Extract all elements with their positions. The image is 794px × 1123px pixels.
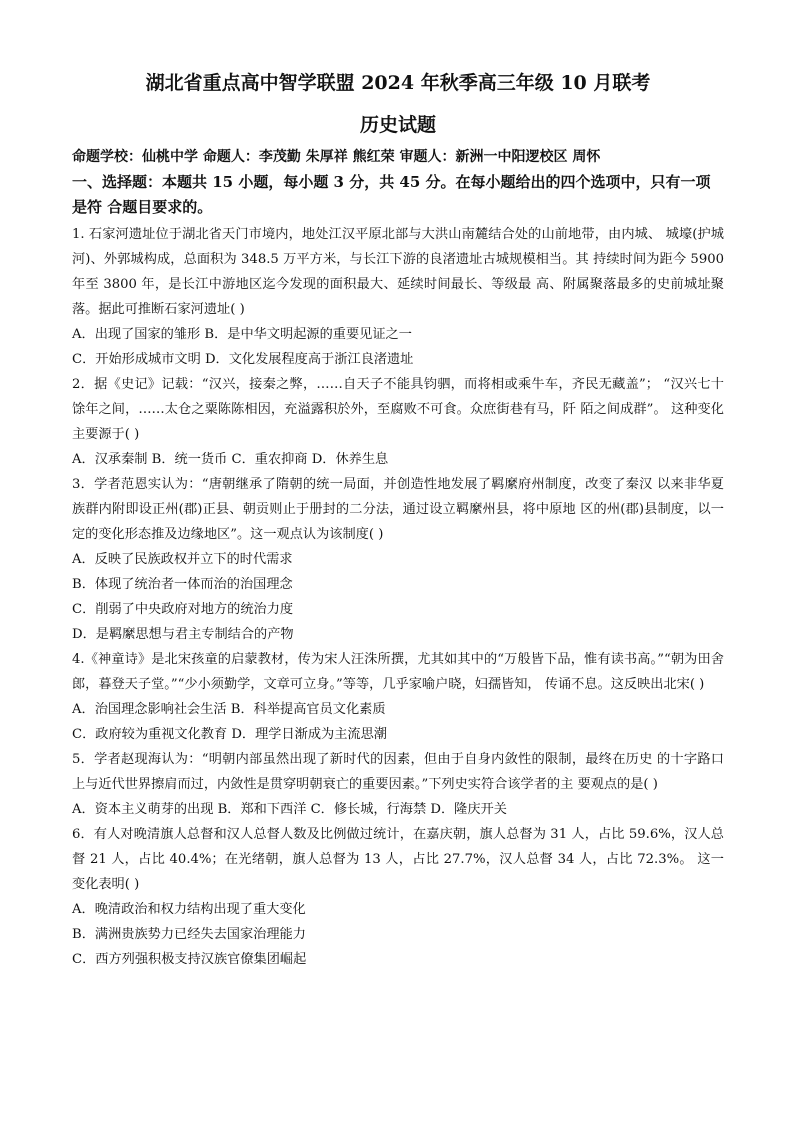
question-stem: 2．据《史记》记载：“汉兴，接秦之弊，……自天子不能具钧驷，而将相或乘牛车，齐民无藏盖”； “汉兴七十馀年之间，……太仓之粟陈陈相因，充溢露积於外，至腐败不可食。众庶街巷有马，阡 陌之间成群”。 这种变化主要源于( ) — [72, 377, 724, 442]
exam-page — [72, 70, 724, 972]
exam-subtitle: 历史试题 — [359, 114, 436, 136]
question-stem: 5．学者赵现海认为：“明朝内部虽然出现了新时代的因素，但由于自身内敛性的限制，最终在历史 的十字路口上与近代世界擦肩而过，内敛性是贯穿明朝衰亡的重要因素。”下列史实符合该学者的主 要观点的是( ) — [72, 752, 724, 792]
question-option: B．体现了统治者一体而治的治国理念 — [72, 577, 293, 592]
question-option: C．削弱了中央政府对地方的统治力度 — [72, 602, 294, 617]
question-options: A．资本主义萌芽的出现 B．郑和下西洋 C．修长城，行海禁 D．隆庆开关 — [72, 802, 507, 817]
question-options: C．开始形成城市文明 D．文化发展程度高于浙江良渚遗址 — [72, 352, 414, 367]
question-option: D．是羁縻思想与君主专制结合的产物 — [72, 627, 294, 642]
question-stem: 1. 石家河遗址位于湖北省天门市境内，地处江汉平原北部与大洪山南麓结合处的山前地带，由内城、 城壕(护城河)、外郭城构成，总面积为 348.5 万平方米，与长江下游的良渚遗址古城规模相当。其 持续时间为距今 5900 年至 3800 年，是长江中游地区迄今发现的面积最大、延续时间最长、等级最 高、附属聚落最多的史前城址聚落。据此可推断石家河遗址( ) — [72, 227, 724, 317]
question-option: B．满洲贵族势力已经失去国家治理能力 — [72, 927, 306, 942]
question-stem: 6．有人对晚清旗人总督和汉人总督人数及比例做过统计，在嘉庆朝，旗人总督为 31 人，占比 59.6%，汉人总督 21 人，占比 40.4%；在光绪朝，旗人总督为 13 人，占比 27.7%，汉人总督 34 人，占比 72.3%。 这一变化表明( ) — [72, 827, 724, 892]
exam-title: 湖北省重点高中智学联盟 2024 年秋季高三年级 10 月联考 — [145, 72, 651, 94]
question-3 — [72, 472, 724, 647]
question-option: C．西方列强积极支持汉族官僚集团崛起 — [72, 952, 307, 967]
question-options: A．治国理念影响社会生活 B．科举提高官员文化素质 — [72, 702, 386, 717]
question-2 — [72, 372, 724, 472]
section-heading: 一、选择题：本题共 15 小题，每小题 3 分，共 45 分。在每小题给出的四个选项中，只有一项是符 合题目要求的。 — [72, 173, 711, 216]
question-options: A．汉承秦制 B．统一货币 C．重农抑商 D．休养生息 — [72, 452, 389, 467]
question-1 — [72, 222, 724, 372]
question-options: C．政府较为重视文化教育 D．理学日渐成为主流思潮 — [72, 727, 387, 742]
exam-authors: 命题学校：仙桃中学 命题人：李茂勤 朱厚祥 熊红荣 审题人：新洲一中阳逻校区 周怀 — [72, 149, 601, 165]
question-option: A．晚清政治和权力结构出现了重大变化 — [72, 902, 306, 917]
question-4 — [72, 647, 724, 747]
question-stem: 4.《神童诗》是北宋孩童的启蒙教材，传为宋人汪洙所撰，尤其如其中的“万般皆下品，惟有读书高。”“朝为田舍郎，暮登天子堂。”“少小须勤学，文章可立身。”等等，几乎家喻户晓，妇孺皆知， 传诵不息。这反映出北宋( ) — [72, 652, 724, 692]
question-stem: 3．学者范恩实认为：“唐朝继承了隋朝的统一局面，并创造性地发展了羁縻府州制度，改变了秦汉 以来非华夏族群内附即设正州(郡)正县、朝贡则止于册封的二分法，通过设立羁縻州县，将中原地 区的州(郡)县制度，以一定的变化形态推及边缘地区”。这一观点认为该制度( ) — [72, 477, 724, 542]
question-6 — [72, 822, 724, 972]
question-options: A．出现了国家的雏形 B．是中华文明起源的重要见证之一 — [72, 327, 412, 342]
question-option: A．反映了民族政权并立下的时代需求 — [72, 552, 293, 567]
question-5 — [72, 747, 724, 822]
